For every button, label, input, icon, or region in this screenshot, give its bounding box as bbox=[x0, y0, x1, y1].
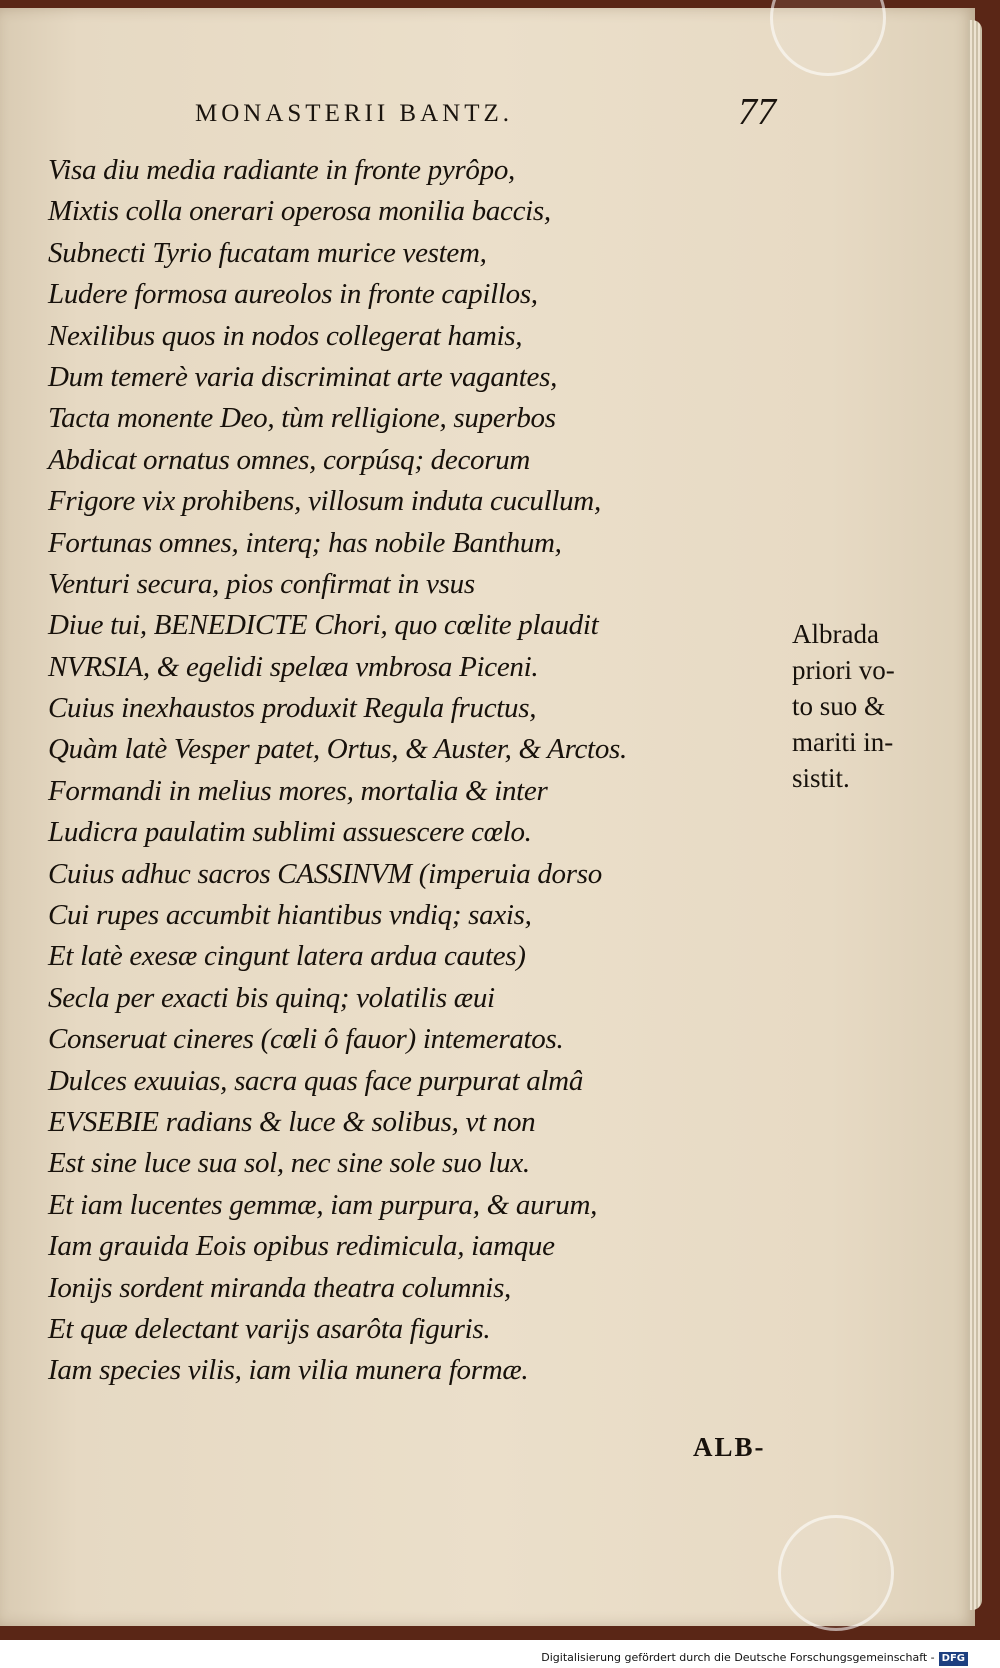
verse-block bbox=[48, 150, 738, 1392]
verse-line: Tacta monente Deo, tùm relligione, superbos bbox=[48, 402, 556, 435]
running-head: MONASTERII BANTZ. bbox=[195, 100, 513, 127]
verse-line: Diue tui, BENEDICTE Chori, quo cœlite plaudit bbox=[48, 609, 599, 642]
marginal-note-line: to suo & bbox=[792, 691, 886, 721]
verse-line: Frigore vix prohibens, villosum induta cucullum, bbox=[48, 485, 601, 518]
page-edges bbox=[968, 20, 982, 1610]
verse-line: Fortunas omnes, interq; has nobile Banthum, bbox=[48, 526, 562, 559]
digitization-footer bbox=[0, 1648, 968, 1668]
verse-line: Et iam lucentes gemmæ, iam purpura, & aurum, bbox=[48, 1188, 598, 1221]
verse-line: NVRSIA, & egelidi spelæa vmbrosa Piceni. bbox=[48, 650, 539, 683]
verse-line: Et latè exesæ cingunt latera ardua cautes) bbox=[48, 940, 526, 973]
marginal-note bbox=[792, 616, 942, 796]
glass-clip-bottom bbox=[778, 1515, 894, 1631]
verse-line: Ionijs sordent miranda theatra columnis, bbox=[48, 1271, 512, 1304]
verse-line: Cuius adhuc sacros CASSINVM (imperuia dorso bbox=[48, 857, 602, 890]
verse-line: Ludicra paulatim sublimi assuescere cœlo. bbox=[48, 816, 532, 849]
verse-line: Ludere formosa aureolos in fronte capillos, bbox=[48, 278, 538, 311]
verse-line: Est sine luce sua sol, nec sine sole suo lux. bbox=[48, 1147, 530, 1180]
verse-line: Dum temerè varia discriminat arte vagantes, bbox=[48, 360, 558, 393]
verse-line: Nexilibus quos in nodos collegerat hamis, bbox=[48, 319, 523, 352]
catchword: ALB- bbox=[693, 1432, 766, 1462]
footer-text: Digitalisierung gefördert durch die Deutsche Forschungsgemeinschaft - bbox=[541, 1651, 935, 1664]
verse-line: Et quæ delectant varijs asarôta figuris. bbox=[48, 1312, 491, 1345]
marginal-note-line: mariti in- bbox=[792, 727, 894, 757]
verse-line: Venturi secura, pios confirmat in vsus bbox=[48, 567, 475, 600]
marginal-note-line: sistit. bbox=[792, 763, 850, 793]
verse-line: EVSEBIE radians & luce & solibus, vt non bbox=[48, 1105, 536, 1138]
verse-line: Secla per exacti bis quinq; volatilis æui bbox=[48, 981, 495, 1014]
verse-line: Formandi in melius mores, mortalia & inter bbox=[48, 774, 548, 807]
page-number: 77 bbox=[738, 91, 776, 133]
verse-line: Cuius inexhaustos produxit Regula fructus, bbox=[48, 692, 537, 725]
dfg-logo: DFG bbox=[939, 1652, 968, 1666]
marginal-note-line: Albrada bbox=[792, 619, 879, 649]
verse-line: Visa diu media radiante in fronte pyrôpo, bbox=[48, 154, 515, 186]
verse-line: Quàm latè Vesper patet, Ortus, & Auster, & Arctos. bbox=[48, 733, 627, 766]
verse-line: Abdicat ornatus omnes, corpúsq; decorum bbox=[48, 443, 531, 476]
marginal-note-line: priori vo- bbox=[792, 655, 895, 685]
verse-line: Conseruat cineres (cœli ô fauor) intemeratos. bbox=[48, 1023, 564, 1056]
verse-line: Cui rupes accumbit hiantibus vndiq; saxis, bbox=[48, 899, 532, 932]
verse-line: Iam species vilis, iam vilia munera formæ. bbox=[48, 1354, 529, 1387]
verse-line: Mixtis colla onerari operosa monilia baccis, bbox=[48, 195, 551, 228]
verse-line: Iam grauida Eois opibus redimicula, iamque bbox=[48, 1230, 555, 1263]
verse-line: Dulces exuuias, sacra quas face purpurat almâ bbox=[48, 1064, 584, 1097]
verse-line: Subnecti Tyrio fucatam murice vestem, bbox=[48, 236, 487, 269]
